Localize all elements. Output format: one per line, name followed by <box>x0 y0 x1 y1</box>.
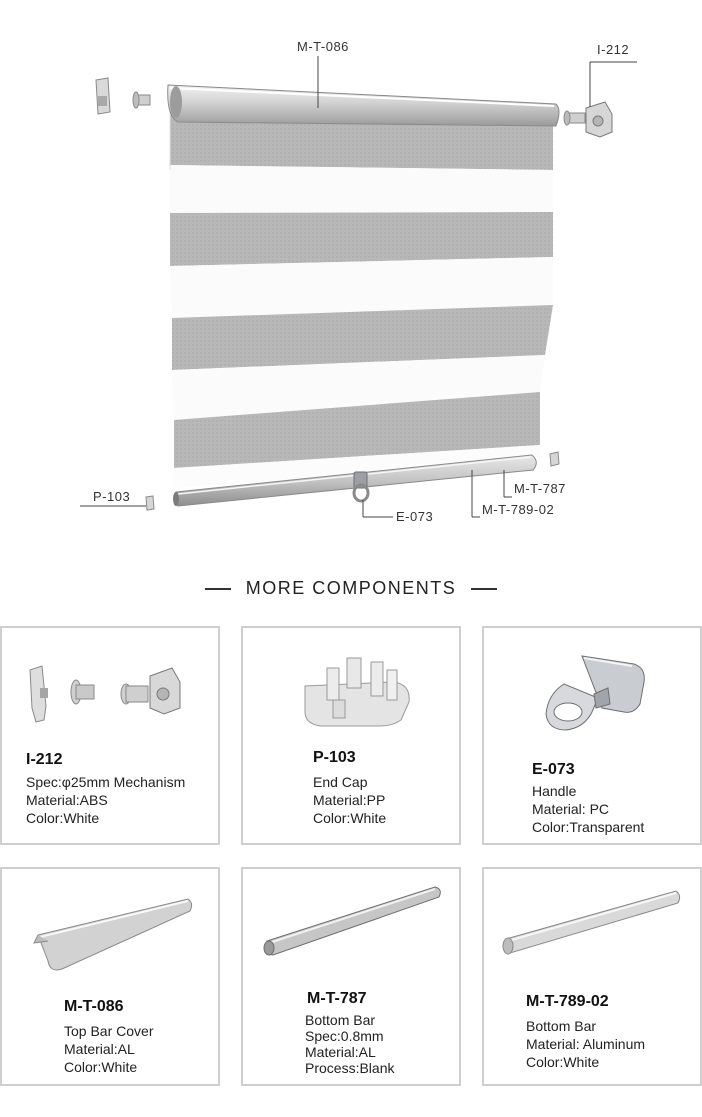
material-line: Material:ABS <box>26 792 108 808</box>
type-line: Bottom Bar <box>526 1018 597 1034</box>
bottom-left-end-cap <box>146 496 154 510</box>
label-bottom-bar: M-T-789-02 <box>482 502 555 517</box>
type-line: End Cap <box>313 774 368 790</box>
type-line: Bottom Bar <box>305 1012 376 1028</box>
label-bottom-bar-inner: M-T-787 <box>514 481 566 496</box>
component-code: E-073 <box>532 761 575 778</box>
label-mechanism: I-212 <box>597 42 630 57</box>
right-mechanism-part <box>564 102 612 137</box>
material-line: Material: PC <box>532 801 610 817</box>
material-line: Material:PP <box>313 792 386 808</box>
component-code: P-103 <box>313 749 356 766</box>
spec-line: Spec:0.8mm <box>305 1028 384 1044</box>
color-line: Color:White <box>26 810 100 826</box>
component-card-mt787 <box>241 867 461 1086</box>
heading-rule-right <box>471 588 497 590</box>
bottom-bar-image <box>243 869 459 979</box>
component-code: I-212 <box>26 751 63 768</box>
color-line: Color:Transparent <box>532 819 645 835</box>
handle-image <box>484 628 700 752</box>
component-code: M-T-789-02 <box>526 993 609 1010</box>
mechanism-image <box>2 628 218 738</box>
material-line: Material:AL <box>64 1041 135 1057</box>
component-card-p103 <box>241 626 461 845</box>
end-cap-image <box>243 628 459 738</box>
component-card-mt789-02 <box>482 867 702 1086</box>
type-line: Handle <box>532 783 577 799</box>
material-line: Material:AL <box>305 1044 376 1060</box>
color-line: Color:White <box>526 1054 600 1070</box>
handle-part <box>354 472 368 501</box>
spec-line: Spec:φ25mm Mechanism <box>26 774 186 790</box>
label-handle: E-073 <box>396 509 434 524</box>
component-card-e073 <box>482 626 702 845</box>
component-details <box>305 1012 394 1076</box>
component-details <box>26 773 185 827</box>
label-end-cap: P-103 <box>93 489 131 504</box>
component-card-mt086 <box>0 867 220 1086</box>
more-components-heading <box>0 578 702 599</box>
bottom-right-end-cap <box>550 452 559 466</box>
left-end-parts <box>96 78 150 114</box>
fabric <box>170 112 553 488</box>
top-bar-cover-image <box>2 869 218 989</box>
component-details <box>532 782 644 836</box>
component-code: M-T-086 <box>64 998 124 1015</box>
color-line: Color:White <box>313 810 387 826</box>
label-top-bar: M-T-086 <box>297 39 349 54</box>
type-line: Top Bar Cover <box>64 1023 154 1039</box>
process-line: Process:Blank <box>305 1060 395 1076</box>
top-bar-cover <box>168 85 559 126</box>
component-card-i212 <box>0 626 220 845</box>
component-code: M-T-787 <box>307 990 367 1007</box>
material-line: Material: Aluminum <box>526 1036 646 1052</box>
section-title: MORE COMPONENTS <box>245 578 457 598</box>
component-details <box>526 1017 645 1071</box>
component-details <box>313 773 386 827</box>
bottom-bar-aluminum-image <box>484 869 700 979</box>
color-line: Color:White <box>64 1059 138 1075</box>
heading-rule-left <box>205 588 231 590</box>
component-details <box>64 1022 153 1076</box>
